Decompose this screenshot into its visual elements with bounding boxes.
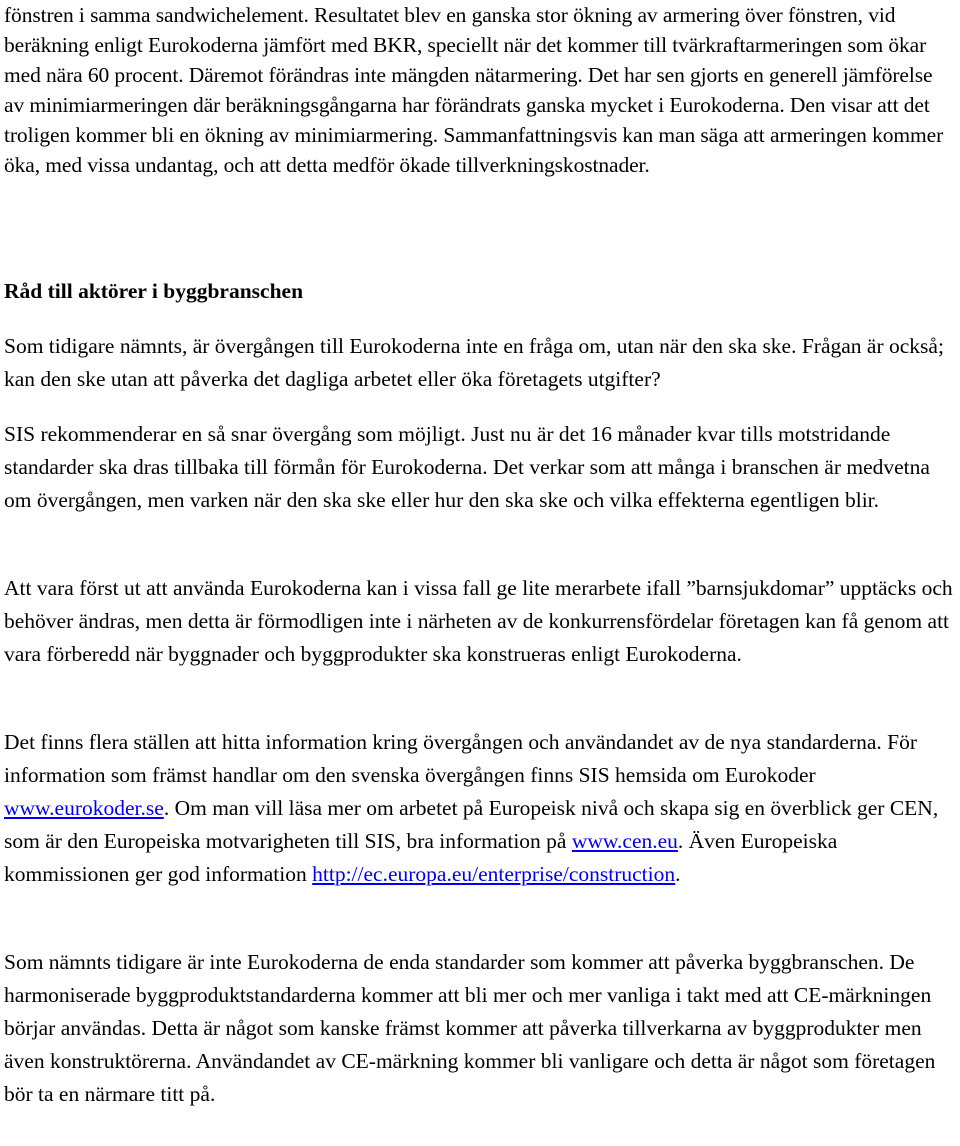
continued-paragraph: fönstren i samma sandwichelement. Resultatet blev en ganska stor ökning av armering över fönstren, vid beräkning enligt Eurokoderna jämfört med BKR, speciellt när det kommer till tvärkraftarmeringen som ökar med nära 60 procent. Däremot förändras inte mängden nätarmering. Det har sen gjorts en generell jämförelse av minimiarmeringen där beräkningsgångarna har förändrats ganska mycket i Eurokoderna. Den visar att det troligen kommer bli en ökning av minimiarmering. Sammanfattningsvis kan man säga att armeringen kommer öka, med vissa undantag, och att detta medför ökade tillverkningskostnader. xyxy=(4,3,944,177)
ec-europa-link[interactable]: http://ec.europa.eu/enterprise/construction xyxy=(312,862,676,886)
paragraph-information-sources xyxy=(4,726,956,891)
document-page xyxy=(4,0,956,1106)
paragraph-ce-marking: Som nämnts tidigare är inte Eurokoderna de enda standarder som kommer att påverka byggbranschen. De harmoniserade byggproduktstandarderna kommer att bli mer och mer vanliga i takt med att CE-märkningen börjar användas. Detta är något som kanske främst kommer att påverka tillverkarna av byggprodukter men även konstruktörerna. Användandet av CE-märkning kommer bli vanligare och detta är något som företagen bör ta en närmare titt på. xyxy=(4,950,936,1106)
info-text-3: . Även Europeiska kommissionen ger god information xyxy=(4,829,838,886)
info-text-1: Det finns flera ställen att hitta information kring övergången och användandet av de nya standarderna. För information som främst handlar om den svenska övergången finns SIS hemsida om Eurokoder xyxy=(4,730,918,787)
info-text-4: . xyxy=(675,862,681,886)
paragraph-first-mover: Att vara först ut att använda Eurokoderna kan i vissa fall ge lite merarbete ifall ”barnsjukdomar” upptäcks och behöver ändras, men detta är förmodligen inte i närheten av de konkurrensfördelar företagen kan få genom att vara förberedd när byggnader och byggprodukter ska konstrueras enligt Eurokoderna. xyxy=(4,576,953,666)
eurokoder-link[interactable]: www.eurokoder.se xyxy=(4,796,164,820)
cen-link[interactable]: www.cen.eu xyxy=(571,829,678,853)
info-text-2: . Om man vill läsa mer om arbetet på Europeisk nivå och skapa sig en överblick ger CEN, som är den Europeiska motvarigheten till SIS, bra information på xyxy=(4,796,939,853)
paragraph-transition-question: Som tidigare nämnts, är övergången till Eurokoderna inte en fråga om, utan när den ska ske. Frågan är också; kan den ske utan att påverka det dagliga arbetet eller öka företagets utgifter? xyxy=(4,334,944,391)
paragraph-sis-recommendation: SIS rekommenderar en så snar övergång som möjligt. Just nu är det 16 månader kvar tills motstridande standarder ska dras tillbaka till förmån för Eurokoderna. Det verkar som att många i branschen är medvetna om övergången, men varken när den ska ske eller hur den ska ske och vilka effekterna egentligen blir. xyxy=(4,422,930,512)
section-heading: Råd till aktörer i byggbranschen xyxy=(4,279,304,303)
